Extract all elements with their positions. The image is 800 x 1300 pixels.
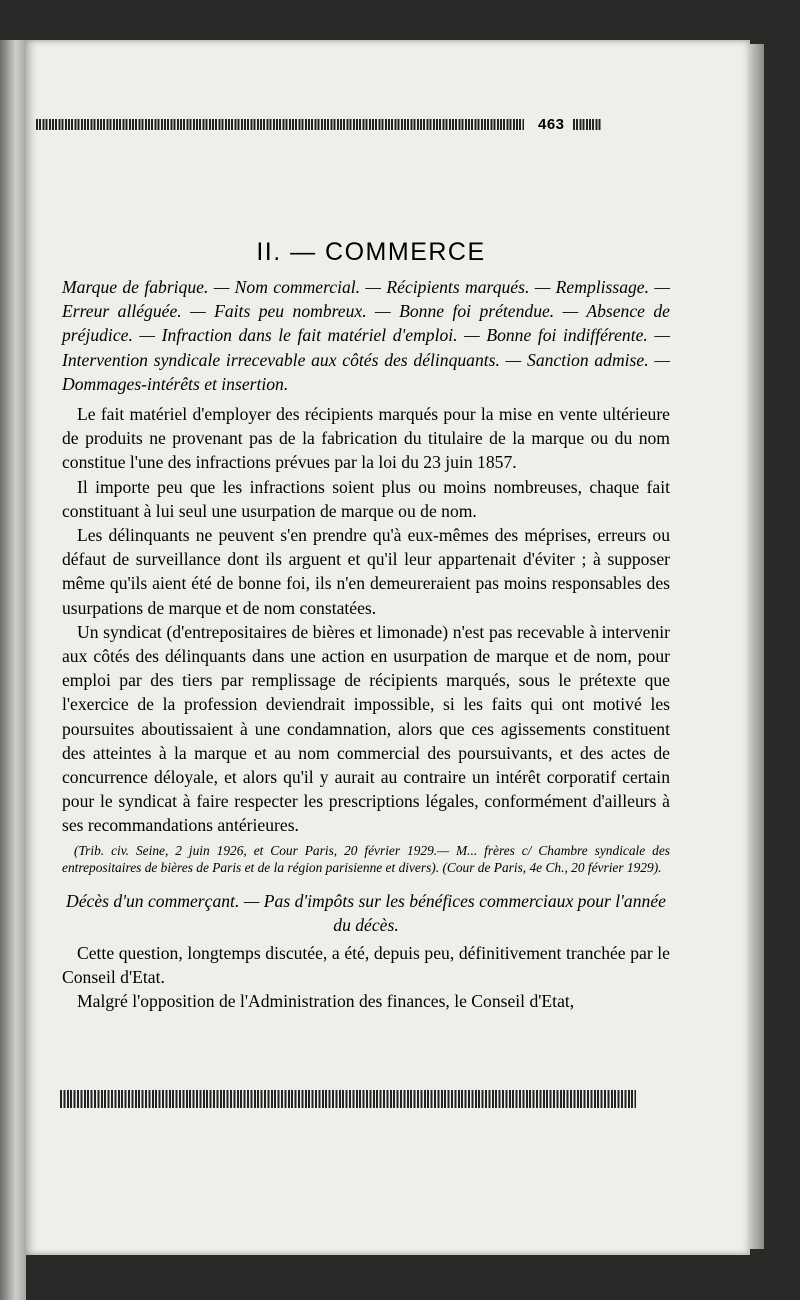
article1-citation: (Trib. civ. Seine, 2 juin 1926, et Cour Paris, 20 février 1929.— M... frères c/ Chambre syndicale des entrepositaires de bières de Paris et de la région parisienne et divers). (Cour de Paris, 4e Ch., 20 février 1929).	[62, 842, 670, 876]
article-content	[62, 275, 670, 1014]
article1-paragraph-2: Il importe peu que les infractions soient plus ou moins nombreuses, chaque fait constituant à lui seul une usurpation de marque ou de nom.	[62, 476, 670, 521]
article2-summary: Décès d'un commerçant. — Pas d'impôts sur les bénéfices commerciaux pour l'année du décès.	[66, 890, 666, 935]
section-title: II. — COMMERCE	[256, 238, 486, 266]
article1-paragraph-4: Un syndicat (d'entrepositaires de bières et limonade) n'est pas recevable à intervenir aux côtés des délinquants dans une action en usurpation de marque et de nom, pour emploi par des tiers par remplissage de récipients marqués, sous le prétexte que l'exercice de la profession deviendrait impossible, si les faits qui ont motivé les poursuites aboutissaient à une condamnation, alors que ces agissements constituent des atteintes à la marque et au nom commercial des poursuivants, et des actes de concurrence déloyale, et alors qu'il y aurait au contraire un intérêt corporatif certain pour le syndicat à faire respecter les prescriptions légales, conformément d'ailleurs à ses recommandations antérieures.	[62, 621, 670, 836]
article1-summary: Marque de fabrique. — Nom commercial. — Récipients marqués. — Remplissage. — Erreur alléguée. — Faits peu nombreux. — Bonne foi prétendue. — Absence de préjudice. — Infraction dans le fait matériel d'emploi. — Bonne foi indifférente. — Intervention syndicale irrecevable aux côtés des délinquants. — Sanction admise. — Dommages-intérêts et insertion.	[62, 277, 670, 394]
footer-ornament	[60, 1090, 636, 1108]
article1-paragraph-1: Le fait matériel d'employer des récipients marqués pour la mise en vente ultérieure de produits ne provenant pas de la fabrication du titulaire de la marque ou du nom constitue l'une des infractions prévues par la loi du 23 juin 1857.	[62, 404, 670, 473]
article2-paragraph-1: Cette question, longtemps discutée, a été, depuis peu, définitivement tranchée par le Conseil d'Etat.	[62, 943, 670, 988]
page-stack-edge	[750, 44, 764, 1249]
article1-paragraph-3: Les délinquants ne peuvent s'en prendre qu'à eux-mêmes des méprises, erreurs ou défaut de surveillance dont ils arguent et qu'il leur appartenait d'éviter ; à supposer même qu'ils aient été de bonne foi, ils n'en demeureraient pas moins responsables des usurpations de marque et de nom constatées.	[62, 525, 670, 618]
page-body	[26, 40, 750, 1255]
article2-paragraph-2: Malgré l'opposition de l'Administration des finances, le Conseil d'Etat,	[77, 991, 575, 1012]
page-number: 463	[538, 115, 565, 133]
adjacent-page-edge	[0, 40, 26, 1300]
